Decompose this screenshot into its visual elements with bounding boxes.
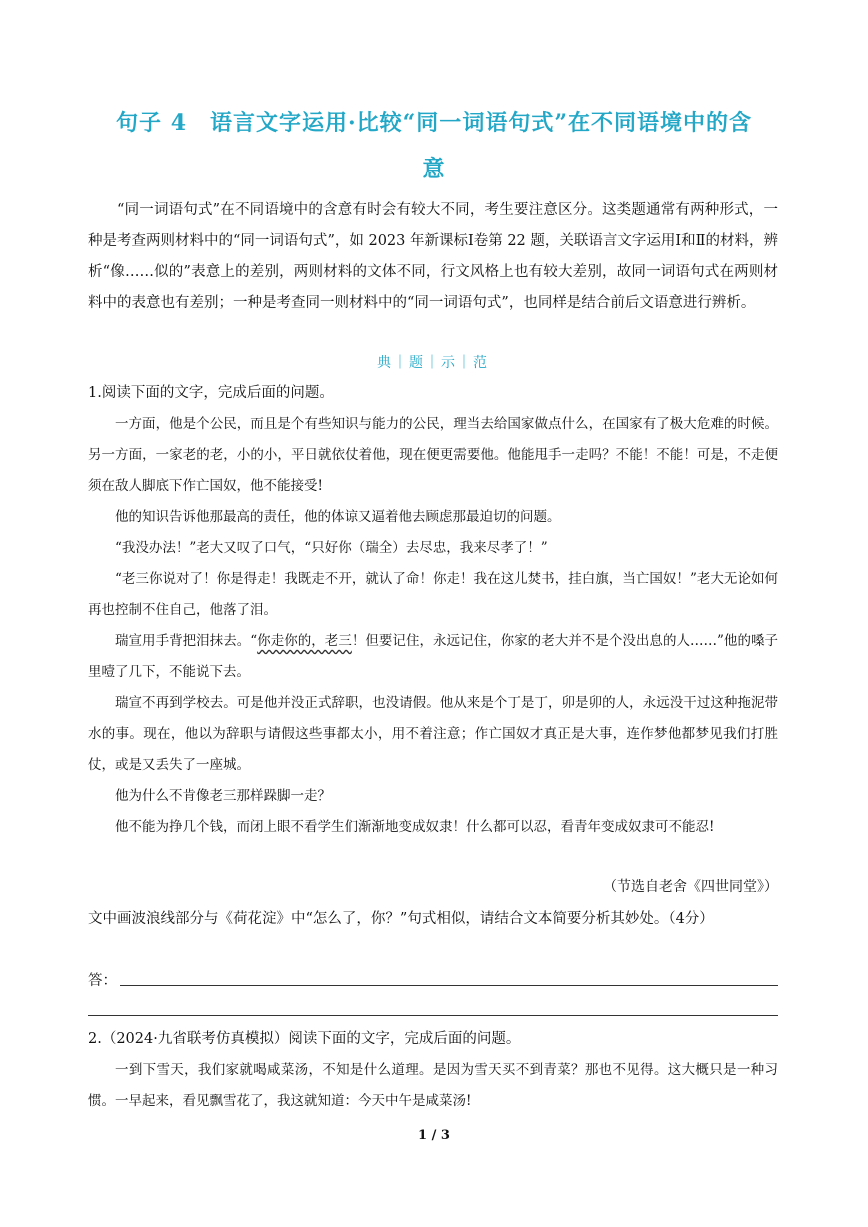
passage-paragraph-3: “我没办法！”老大又叹了口气，“只好你（瑞全）去尽忠，我来尽孝了！” bbox=[115, 540, 548, 556]
passage-2-paragraph-1: 一到下雪天，我们家就喝咸菜汤，不知是什么道理。是因为雪天买不到青菜？那也不见得。这大概只是一种习惯。一早起来，看见飘雪花了，我这就知道：今天中午是咸菜汤! bbox=[88, 1062, 778, 1109]
passage-paragraph-7: 他为什么不肯像老三那样跺脚一走？ bbox=[115, 788, 331, 804]
wavy-underlined-text: 你走你的，老三 bbox=[257, 633, 352, 649]
intro-paragraph: “同一词语句式”在不同语境中的含意有时会有较大不同，考生要注意区分。这类题通常有两种形式，一种是考查两则材料中的“同一词语句式”，如 2023 年新课标Ⅰ卷第 22 题，关联语言文字运用Ⅰ和Ⅱ的材料，辨析“像……似的”表意上的差别，两则材料的文体不同，行文风格上也有较大差别，故同一词语句式在两则材料中的表意也有差别；一种是考查同一则材料中的“同一词语句式”，也同样是结合前后文语意进行辨析。 bbox=[88, 202, 778, 311]
passage-paragraph-5 bbox=[88, 626, 778, 688]
passage-paragraph-2: 他的知识告诉他那最高的责任，他的体谅又逼着他去顾虑那最迫切的问题。 bbox=[115, 509, 561, 525]
paragraph-5-post: ！但要记住，永远记住，你家的老大并不是个没出息的人……”他的嗓子里噎了几下，不能说下去。 bbox=[88, 633, 778, 680]
section-label: 典｜题｜示｜范 bbox=[377, 355, 489, 371]
answer-line-1[interactable] bbox=[120, 985, 778, 986]
question-1-text: 文中画波浪线部分与《荷花淀》中“怎么了，你？”句式相似，请结合文本简要分析其妙处。（4分） bbox=[88, 911, 714, 927]
page-title-continuation: 意 bbox=[422, 156, 446, 182]
question-1-prompt: 1.阅读下面的文字，完成后面的问题。 bbox=[88, 385, 334, 401]
passage-paragraph-4: “老三你说对了！你是得走！我既走不开，就认了命！你走！我在这儿焚书，挂白旗，当亡国奴！”老大无论如何再也控制不住自己，他落了泪。 bbox=[88, 571, 778, 618]
passage-paragraph-1: 一方面，他是个公民，而且是个有些知识与能力的公民，理当去给国家做点什么，在国家有了极大危难的时候。另一方面，一家老的老，小的小，平日就依仗着他，现在便更需要他。他能甩手一走吗？不能！不能！可是，不走便须在敌人脚底下作亡国奴，他不能接受! bbox=[88, 416, 778, 494]
passage-paragraph-6: 瑞宣不再到学校去。可是他并没正式辞职，也没请假。他从来是个丁是丁，卯是卯的人，永远没干过这种拖泥带水的事。现在，他以为辞职与请假这些事都太小，用不着注意；作亡国奴才真正是大事，连作梦他都梦见我们打胜仗，或是又丢失了一座城。 bbox=[88, 695, 778, 773]
answer-line-2[interactable] bbox=[88, 1015, 778, 1016]
page-number: 1 / 3 bbox=[418, 1128, 450, 1143]
question-2-prompt: 2.（2024·九省联考仿真模拟）阅读下面的文字，完成后面的问题。 bbox=[88, 1031, 521, 1047]
answer-label: 答： bbox=[88, 973, 117, 989]
page-title: 句子 4 语言文字运用·比较“同一词语句式”在不同语境中的含 bbox=[116, 110, 752, 136]
paragraph-5-pre: 瑞宣用手背把泪抹去。“ bbox=[115, 633, 258, 649]
passage-paragraph-8: 他不能为挣几个钱，而闭上眼不看学生们渐渐地变成奴隶！什么都可以忍，看青年变成奴隶可不能忍! bbox=[115, 819, 715, 835]
source-citation: （节选自老舍《四世同堂》） bbox=[603, 879, 778, 895]
